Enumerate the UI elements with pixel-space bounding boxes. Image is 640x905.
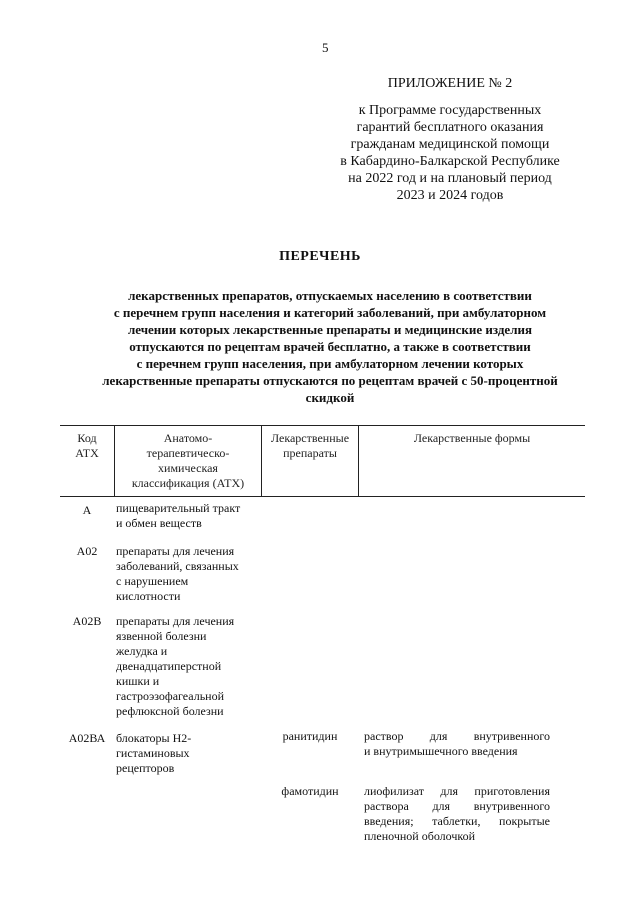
table-row-atc bbox=[116, 501, 262, 531]
atc-line: язвенной болезни bbox=[116, 629, 207, 643]
forms-line: введения; таблетки, покрытые bbox=[364, 814, 550, 828]
subheading-line: лекарственных препаратов, отпускаемых населению в соответствии bbox=[128, 288, 532, 303]
appendix-line: к Программе государственных bbox=[358, 103, 542, 118]
header-atc-line: Анатомо- bbox=[163, 431, 213, 445]
forms-line: раствора для внутривенного bbox=[364, 799, 550, 813]
table-row-code: А bbox=[82, 503, 92, 517]
appendix-block bbox=[325, 75, 575, 204]
table-row-code: А02ВА bbox=[68, 731, 106, 745]
table-row-code: А02В bbox=[72, 614, 102, 628]
appendix-line: на 2022 год и на плановый период bbox=[348, 171, 552, 186]
forms-line: раствор для внутривенного bbox=[364, 729, 550, 743]
header-drugs-line: Лекарственные bbox=[270, 431, 350, 445]
atc-line: с нарушением bbox=[116, 574, 189, 588]
atc-line: блокаторы Н2- bbox=[116, 731, 192, 745]
header-forms bbox=[359, 431, 585, 446]
atc-line: гастроэзофагеальной bbox=[116, 689, 225, 703]
appendix-line: гражданам медицинской помощи bbox=[350, 137, 550, 152]
atc-line: желудка и bbox=[116, 644, 168, 658]
subheading-line: скидкой bbox=[305, 390, 355, 405]
header-drugs-line: препараты bbox=[283, 446, 337, 460]
atc-line: заболеваний, связанных bbox=[116, 559, 239, 573]
appendix-title: ПРИЛОЖЕНИЕ № 2 bbox=[387, 76, 513, 91]
header-atc-line: терапевтическо- bbox=[146, 446, 230, 460]
table-row-code: А02 bbox=[76, 544, 98, 558]
atc-line: рецепторов bbox=[116, 761, 175, 775]
header-code bbox=[60, 431, 114, 461]
table-row-atc bbox=[116, 731, 262, 776]
atc-line: гистаминовых bbox=[116, 746, 190, 760]
atc-line: кишки и bbox=[116, 674, 160, 688]
table-row-forms bbox=[364, 729, 550, 759]
table-row-drug: фамотидин bbox=[281, 784, 339, 798]
document-heading: ПЕРЕЧЕНЬ bbox=[279, 249, 361, 264]
page-number: 5 bbox=[322, 40, 329, 55]
atc-line: и обмен веществ bbox=[116, 516, 202, 530]
appendix-line: гарантий бесплатного оказания bbox=[356, 120, 544, 135]
header-atc-line: химическая bbox=[158, 461, 218, 475]
subheading-line: лечении которых лекарственные препараты и медицинские изделия bbox=[127, 322, 533, 337]
atc-line: препараты для лечения bbox=[116, 614, 235, 628]
table-header bbox=[60, 425, 585, 497]
forms-line: лиофилизат для приготовления bbox=[364, 784, 550, 798]
header-forms-line: Лекарственные формы bbox=[413, 431, 531, 445]
subheading-line: лекарственные препараты отпускаются по рецептам врачей с 50-процентной bbox=[102, 373, 558, 388]
table-row-atc bbox=[116, 544, 262, 604]
subheading-line: с перечнем групп населения, при амбулаторном лечении которых bbox=[136, 356, 524, 371]
header-drugs bbox=[262, 431, 358, 461]
appendix-line: 2023 и 2024 годов bbox=[396, 188, 504, 203]
atc-line: пищеварительный тракт bbox=[116, 501, 241, 515]
atc-line: рефлюксной болезни bbox=[116, 704, 224, 718]
atc-line: двенадцатиперстной bbox=[116, 659, 222, 673]
header-code-line: АТХ bbox=[75, 446, 99, 460]
subheading-line: с перечнем групп населения и категорий заболеваний, при амбулаторном bbox=[113, 305, 547, 320]
table-row-forms bbox=[364, 784, 550, 844]
header-atc bbox=[115, 431, 261, 491]
table-row-atc bbox=[116, 614, 262, 719]
atc-line: препараты для лечения bbox=[116, 544, 235, 558]
subheading-line: отпускаются по рецептам врачей бесплатно, а также в соответствии bbox=[129, 339, 531, 354]
appendix-line: в Кабардино-Балкарской Республике bbox=[340, 154, 560, 169]
table-row-drug: ранитидин bbox=[282, 729, 338, 743]
forms-line: пленочной оболочкой bbox=[364, 829, 476, 843]
atc-line: кислотности bbox=[116, 589, 181, 603]
document-subheading bbox=[60, 287, 600, 406]
forms-line: и внутримышечного введения bbox=[364, 744, 518, 758]
header-code-line: Код bbox=[77, 431, 97, 445]
header-atc-line: классификация (АТХ) bbox=[131, 476, 245, 490]
